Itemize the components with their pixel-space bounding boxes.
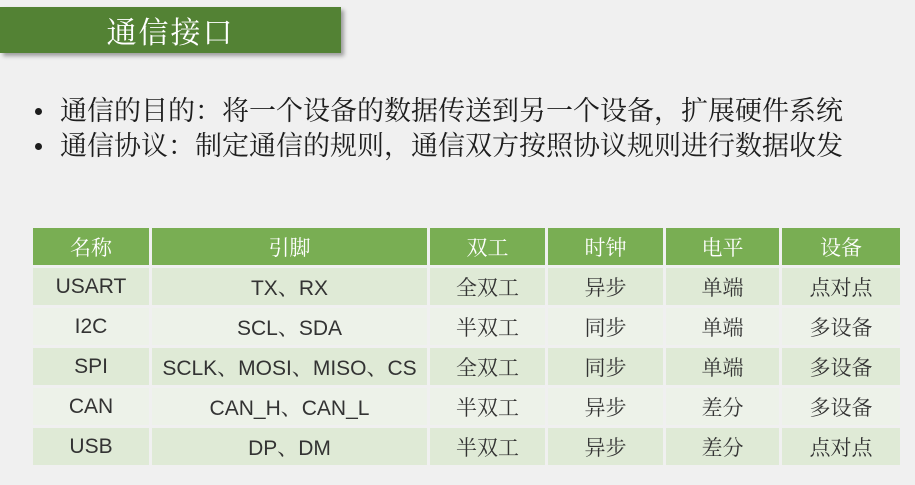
table-row	[33, 348, 900, 385]
table-cell: 单端	[666, 268, 779, 305]
table-cell: USART	[33, 268, 149, 305]
table-cell: 全双工	[430, 348, 545, 385]
bullet-dot	[35, 143, 42, 150]
table-cell: 同步	[548, 348, 663, 385]
table-header-cell: 名称	[33, 228, 149, 265]
table-cell: 点对点	[782, 268, 900, 305]
bullet-list	[26, 94, 906, 164]
table-cell: 异步	[548, 388, 663, 425]
table-cell: 多设备	[782, 388, 900, 425]
table-cell: CAN_H、CAN_L	[152, 388, 427, 425]
table-cell: 半双工	[430, 428, 545, 465]
table-cell: USB	[33, 428, 149, 465]
table-cell: 多设备	[782, 348, 900, 385]
table-cell: SCLK、MOSI、MISO、CS	[152, 348, 427, 385]
table-cell: 半双工	[430, 308, 545, 345]
bullet-text: 通信的目的：将一个设备的数据传送到另一个设备，扩展硬件系统	[60, 96, 843, 126]
table-cell: 点对点	[782, 428, 900, 465]
table-header-cell: 时钟	[548, 228, 663, 265]
table-cell: 同步	[548, 308, 663, 345]
table-row	[33, 428, 900, 465]
table-header-cell: 双工	[430, 228, 545, 265]
table-header-cell: 设备	[782, 228, 900, 265]
slide-title: 通信接口	[106, 17, 235, 50]
table-cell: I2C	[33, 308, 149, 345]
title-bar	[0, 7, 341, 53]
table-header-cell: 引脚	[152, 228, 427, 265]
table-cell: TX、RX	[152, 268, 427, 305]
table-cell: 差分	[666, 388, 779, 425]
bullet-text: 通信协议：制定通信的规则，通信双方按照协议规则进行数据收发	[60, 131, 843, 161]
table-cell: 单端	[666, 308, 779, 345]
table-cell: 半双工	[430, 388, 545, 425]
table-cell: SCL、SDA	[152, 308, 427, 345]
table-row	[33, 388, 900, 425]
table-cell: DP、DM	[152, 428, 427, 465]
table-cell: CAN	[33, 388, 149, 425]
table-row	[33, 308, 900, 345]
bullet-dot	[35, 108, 42, 115]
table-cell: 异步	[548, 268, 663, 305]
bullet-item	[26, 94, 906, 129]
bullet-item	[26, 129, 906, 164]
table-cell: SPI	[33, 348, 149, 385]
table-cell: 单端	[666, 348, 779, 385]
table-cell: 全双工	[430, 268, 545, 305]
table-cell: 差分	[666, 428, 779, 465]
table-cell: 异步	[548, 428, 663, 465]
table-header-row	[33, 228, 900, 265]
comm-interface-table	[30, 225, 903, 468]
table-header-cell: 电平	[666, 228, 779, 265]
table-row	[33, 268, 900, 305]
table-cell: 多设备	[782, 308, 900, 345]
